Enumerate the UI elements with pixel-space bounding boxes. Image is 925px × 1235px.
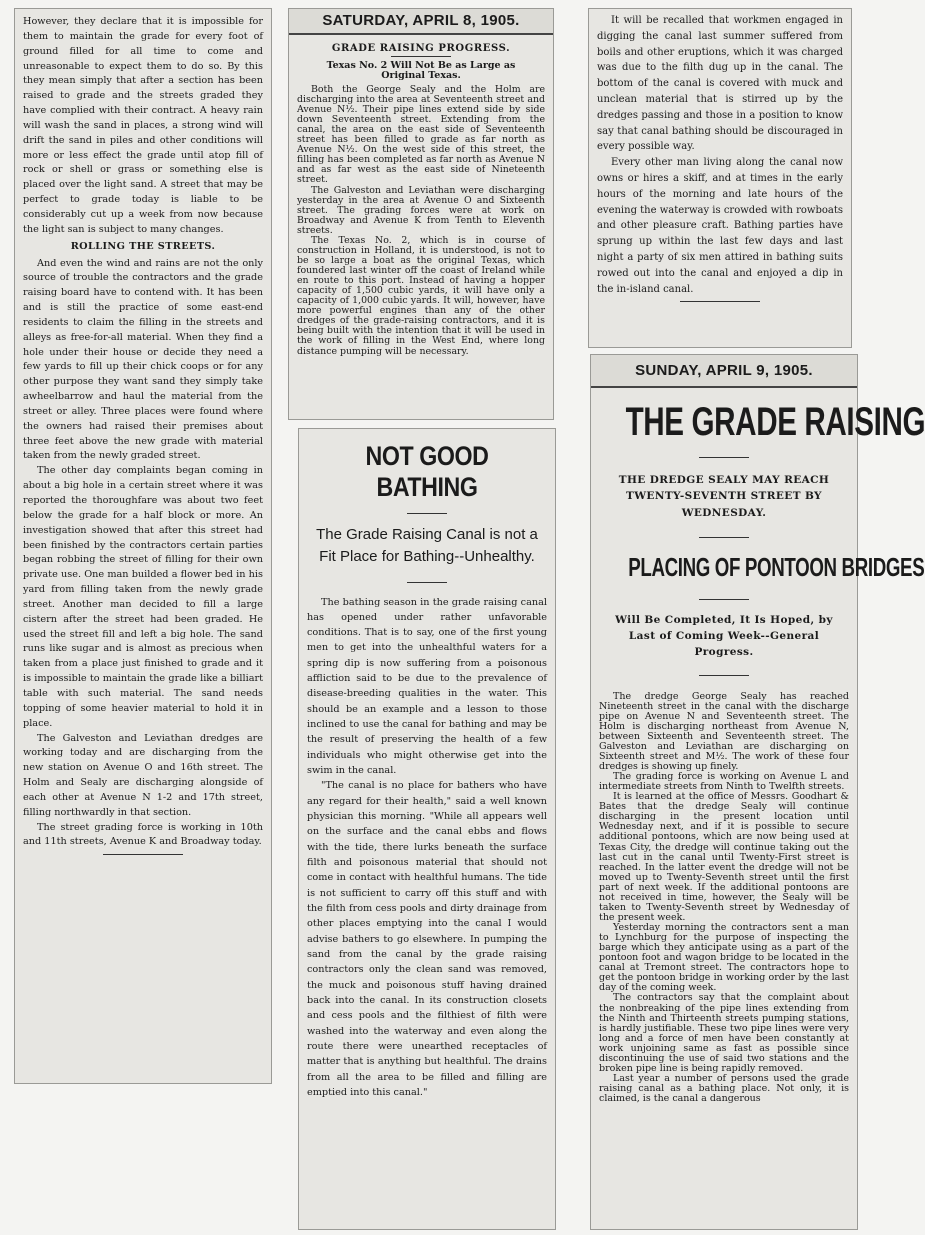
article-paragraph: The Galveston and Leviathan dredges are working today and are discharging from the new station on Avenue O and 16th street. The Holm and Sealy are discharging alongside of each other at Avenue N 1-2 and 17th street, filling northwardly in that section. (23, 732, 263, 818)
article-headline: NOT GOOD BATHING (365, 441, 489, 502)
article-paragraph: The street grading force is working in 10th and 11th streets, Avenue K and Broadway today. (23, 821, 263, 848)
article-paragraph: Yesterday morning the contractors sent a man to Lynchburg for the purpose of inspecting the barge which they anticipate using as a part of the pontoon foot and wagon bridge to be located in the canal at Tremont street. The contractors hope to get the pontoon bridge in working order by the last day of the coming week. (599, 922, 849, 994)
headline-rule (407, 513, 447, 514)
clipping-not-good-bathing (298, 428, 556, 1230)
end-rule (680, 301, 760, 302)
clipping-canal-bathing (588, 8, 852, 348)
article-paragraph: It is learned at the office of Messrs. Goodhart & Bates that the dredge Sealy will continue discharging in the present location until Wednesday next, and if it is possible to secure additional pontoons, which are now being used at Texas City, the dredge will continue taking out the last cut in the canal until Twenty-First street is reached. In the latter event the dredge will not be moved up to Twenty-Seventh street until the first part of next week. If the additional pontoons are not received in time, however, the Sealy will be taken to Twenty-Seventh street by Wednesday of the present week. (599, 791, 849, 923)
headline-rule (699, 599, 749, 600)
article-paragraph: The bathing season in the grade raising canal has opened under rather unfavorable conditions. That is to say, one of the first young men to get into the unhealthful waters for a spring dip is now suffering from a poisonous affliction said to be due to the prevalence of disease-breeding qualities in the water. This should be an example and a lesson to those inclined to use the canal for bathing and may be the result of preserving the health of a few individuals who might otherwise get into the swim in the canal. (307, 596, 547, 777)
article-paragraph: The contractors say that the complaint about the nonbreaking of the pipe lines extending from the Ninth and Thirteenth streets pumping stations, is hardly justifiable. These two pipe lines were very long and a force of men have been constantly at work unjoining same as fast as possible since discontinuing the use of said two stations and the broken pipe line is being rapidly removed. (599, 992, 849, 1074)
article-deck: THE DREDGE SEALY MAY REACH TWENTY-SEVENTH STREET BY WEDNESDAY. (618, 474, 830, 519)
article-deck: The Grade Raising Canal is not a Fit Place for Bathing--Unhealthy. (316, 526, 538, 565)
article-paragraph: It will be recalled that workmen engaged in digging the canal last summer suffered from boils and other eruptions, which it was charged was due to the filth dug up in the canal. The bottom of the canal is covered with muck and unclean material that is stirred up by the dredges passing and those in a position to know say that canal bathing should be discouraged in every possible way. (597, 15, 843, 153)
article-paragraph: Both the George Sealy and the Holm are discharging into the area at Seventeenth street and Avenue N½. Their pipe lines extend side by side down Seventeenth street. Extending from the canal, the area on the east side of Seventeenth street has been filled to grade as far north as Avenue N½. On the west side of this street, the filling has been completed as far north as Avenue N and as far west as the east side of Nineteenth street. (297, 83, 545, 186)
article-subheadline: Texas No. 2 Will Not Be as Large as Original Texas. (326, 60, 516, 82)
clipping-rolling-the-streets (14, 8, 272, 1084)
article-paragraph: Every other man living along the canal now owns or hires a skiff, and at times in the early hours of the morning and late hours of the evening the waterway is crowded with rowboats and other pleasure craft. Bathing parties have sprung up within the last few days and last night a party of six men attired in bathing suits rowed out into the canal and enjoyed a dip in the in-island canal. (597, 157, 843, 295)
headline-rule (699, 457, 749, 458)
deck-rule (699, 537, 749, 538)
article-paragraph: The Texas No. 2, which is in course of construction in Holland, it is understood, is not to be so large a boat as the original Texas, which foundered last winter off the coast of Ireland while en route to this port. Instead of having a hopper capacity of 1,500 cubic yards, it will have only a capacity of 1,000 cubic yards. It will, however, have more powerful engines than any of the other dredges of the grade-raising contractors, and it is being built with the intention that it will be used in the work of filling in the West End, where long distance pumping will be necessary. (297, 234, 545, 357)
article-headline: THE GRADE RAISING (625, 400, 925, 444)
article-headline: GRADE RAISING PROGRESS. (331, 43, 511, 54)
article-paragraph: The dredge George Sealy has reached Nineteenth street in the canal with the discharge pipe on Avenue N and Seventeenth street. The Holm is discharging northeast from Avenue N, between Sixteenth and Seventeenth street. The Galveston and Leviathan are discharging on Sixteenth street and M½. The work of these four dredges is showing up finely. (599, 690, 849, 773)
article-paragraph: "The canal is no place for bathers who have any regard for their health," said a well known physician this morning. "While all appears well on the surface and the canal ebbs and flows with the tide, there lurks beneath the surface filth and poisonous material that should not come in contact with healthful humans. The tide is not sufficient to carry off this stuff and with the filth from cess pools and dirty drainage from other places emptying into the canal I would advise bathers to go elsewhere. In pumping the sand from the canal by the grade raising contractors only the clean sand was removed, the muck and poisonous stuff having drained back into the canal. In its construction closets and cess pools and the filthiest of filth were washed into the waterway and even along the route there were unearthed receptacles of matter that is anything but healthful. The drains from all the area to be filled and filling are emptied into this canal." (307, 780, 547, 1098)
article-paragraph: The other day complaints began coming in about a big hole in a certain street where it was reported the thoroughfare was about two feet below the grade for a half block or more. An investigation showed that after this street had been finished by the contractors certain parties began robbing the street of filling for their own private use. One man builded a flower bed in his yard from filling taken from the newly grade street. Another man decided to fill a large cistern after the street had been graded. He used the street fill and left a big hole. The sand runs like sugar and is almost as precious when taken from a place just finished to grade and it is impossible to maintain the grade like a billiart table with such material. The sand needs topping of some heavier material to hold it in place. (23, 465, 263, 729)
article-paragraph: Last year a number of persons used the grade raising canal as a bathing place. Not only, it is claimed, is the canal a dangerous (599, 1072, 849, 1105)
deck-rule (699, 675, 749, 676)
article-paragraph: However, they declare that it is impossible for them to maintain the grade for every foot of ground filled for all time to come and unreasonable to expect them to do so. By this they mean simply that after a section has been raised to grade and the streets graded they have complied with their contract. A heavy rain will wash the sand in places, a strong wind will drift the sand in piles and other conditions will more or less effect the grade until atop fill of rock or shell or grass or something else is placed over the light sand. A street that may be perfect to grade today is liable to be considerably cut up a week from now because the light san is subject to many changes. (23, 16, 263, 235)
article-paragraph: The Galveston and Leviathan were discharging yesterday in the area at Avenue O and Sixteenth street. The grading forces were at work on Broadway and Avenue K from Tenth to Eleventh streets. (297, 184, 545, 236)
dateline: SATURDAY, APRIL 8, 1905. (289, 9, 553, 35)
article-headline-secondary: PLACING OF PONTOON BRIDGES (628, 551, 925, 582)
section-subheading: ROLLING THE STREETS. (70, 240, 216, 252)
clipping-grade-raising-progress (288, 8, 554, 420)
article-paragraph: And even the wind and rains are not the only source of trouble the contractors and the grade raising board have to contend with. It has been and is still the practice of some east-end residents to claim the filling in the streets and alleys as free-for-all material. When they find a hole under their house or decide they need a few yards to fill up their chick coops or for any other purpose they want sand they simply take awheelbarrow and haul the material from the street or alley. Three places were found where the owners had raised their premises about three feet above the new grade with material taken from the newly graded street. (23, 257, 263, 462)
clipping-the-grade-raising (590, 354, 925, 1230)
end-rule (103, 854, 183, 855)
headline-rule (391, 56, 451, 57)
dateline: SUNDAY, APRIL 9, 1905. (591, 355, 857, 388)
deck-rule (407, 582, 447, 583)
article-paragraph: The grading force is working on Avenue L and intermediate streets from Ninth to Twelfth streets. (599, 771, 849, 793)
article-deck-secondary: Will Be Completed, It Is Hoped, by Last of Coming Week--General Progress. (615, 613, 833, 659)
